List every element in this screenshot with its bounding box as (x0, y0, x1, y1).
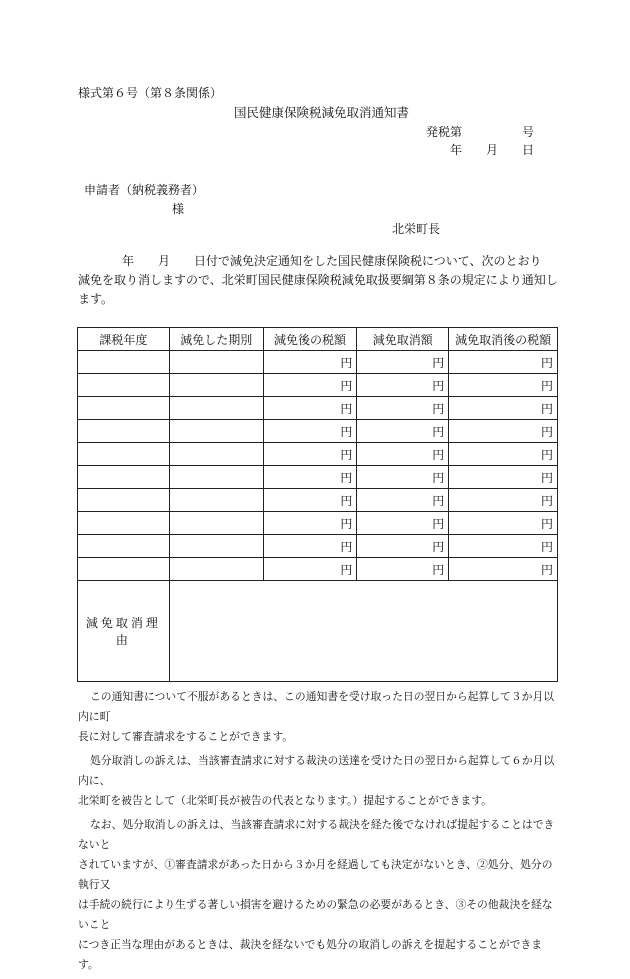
table-row (78, 351, 558, 374)
tax-after-cancel-cell[interactable]: 円 (449, 443, 558, 466)
tax-year-cell[interactable] (78, 443, 170, 466)
note-paragraph (78, 687, 558, 747)
cancel-amount-cell[interactable]: 円 (357, 351, 449, 374)
table-row (78, 374, 558, 397)
tax-after-cancel-cell[interactable]: 円 (449, 558, 558, 581)
reason-row (78, 581, 558, 682)
tax-after-reduction-cell[interactable]: 円 (263, 374, 357, 397)
tax-after-cancel-cell[interactable]: 円 (449, 420, 558, 443)
header-cancel-amount: 減免取消額 (357, 328, 449, 351)
cancel-amount-cell[interactable]: 円 (357, 535, 449, 558)
period-cell[interactable] (169, 351, 263, 374)
body-line: ます。 (78, 292, 114, 306)
period-cell[interactable] (169, 397, 263, 420)
table-row (78, 443, 558, 466)
issue-number-prefix: 発税第 (426, 125, 463, 139)
tax-after-cancel-cell[interactable]: 円 (449, 512, 558, 535)
period-cell[interactable] (169, 558, 263, 581)
reason-label: 減免取消理由 (78, 581, 170, 682)
tax-after-cancel-cell[interactable]: 円 (449, 351, 558, 374)
cancel-amount-cell[interactable]: 円 (357, 558, 449, 581)
period-cell[interactable] (169, 512, 263, 535)
issuer: 北栄町長 (392, 222, 441, 236)
cancel-amount-cell[interactable]: 円 (357, 374, 449, 397)
tax-year-cell[interactable] (78, 512, 170, 535)
note-line: なお、処分取消しの訴えは、当該審査請求に対する裁決を経た後でなければ提起することはできないと (78, 818, 555, 851)
note-line: 北栄町を被告として（北栄町長が被告の代表となります。）提起することができます。 (78, 794, 492, 807)
cancel-amount-cell[interactable]: 円 (357, 466, 449, 489)
form-number: 様式第６号（第８条関係） (78, 86, 223, 100)
body-line: 減免を取り消しますので、北栄町国民健康保険税減免取扱要綱第８条の規定により通知し (78, 273, 558, 287)
period-cell[interactable] (169, 489, 263, 512)
tax-after-reduction-cell[interactable]: 円 (263, 489, 357, 512)
cancel-amount-cell[interactable]: 円 (357, 420, 449, 443)
tax-year-cell[interactable] (78, 397, 170, 420)
tax-after-reduction-cell[interactable]: 円 (263, 420, 357, 443)
note-line: につき正当な理由があるときは、裁決を経ないでも処分の取消しの訴えを提起することができます。 (78, 938, 543, 971)
header-tax-after-reduction: 減免後の税額 (263, 328, 357, 351)
tax-after-cancel-cell[interactable]: 円 (449, 535, 558, 558)
header-period: 減免した期別 (169, 328, 263, 351)
tax-after-reduction-cell[interactable]: 円 (263, 535, 357, 558)
body-text (78, 252, 556, 309)
honorific: 様 (172, 202, 185, 216)
cancel-amount-cell[interactable]: 円 (357, 443, 449, 466)
tax-year-cell[interactable] (78, 420, 170, 443)
table-row (78, 489, 558, 512)
issue-number-suffix: 号 (521, 125, 534, 139)
period-cell[interactable] (169, 535, 263, 558)
tax-after-cancel-cell[interactable]: 円 (449, 374, 558, 397)
tax-after-cancel-cell[interactable]: 円 (449, 489, 558, 512)
note-line: この通知書について不服があるときは、この通知書を受け取った日の翌日から起算して３か月以内に町 (78, 690, 555, 723)
table-row (78, 397, 558, 420)
reason-field[interactable] (169, 581, 557, 682)
table-row (78, 535, 558, 558)
tax-year-cell[interactable] (78, 351, 170, 374)
note-paragraph (78, 751, 558, 811)
note-line: 長に対して審査請求をすることができます。 (78, 730, 294, 743)
cancel-amount-cell[interactable]: 円 (357, 512, 449, 535)
issue-number (426, 123, 534, 140)
cancel-amount-cell[interactable]: 円 (357, 489, 449, 512)
tax-after-reduction-cell[interactable]: 円 (263, 466, 357, 489)
tax-after-reduction-cell[interactable]: 円 (263, 397, 357, 420)
tax-year-cell[interactable] (78, 374, 170, 397)
tax-after-cancel-cell[interactable]: 円 (449, 466, 558, 489)
header-tax-year: 課税年度 (78, 328, 170, 351)
tax-after-reduction-cell[interactable]: 円 (263, 558, 357, 581)
note-line: されていますが、①審査請求があった日から３か月を経過しても決定がないとき、②処分、処分の執行又 (78, 858, 553, 891)
tax-table (77, 327, 558, 682)
tax-year-cell[interactable] (78, 558, 170, 581)
cancel-amount-cell[interactable]: 円 (357, 397, 449, 420)
document-title: 国民健康保険税減免取消通知書 (234, 105, 410, 120)
table-row (78, 420, 558, 443)
period-cell[interactable] (169, 420, 263, 443)
tax-year-cell[interactable] (78, 489, 170, 512)
tax-after-reduction-cell[interactable]: 円 (263, 443, 357, 466)
note-line: 処分取消しの訴えは、当該審査請求に対する裁決の送達を受けた日の翌日から起算して６か月以内に、 (78, 754, 555, 787)
note-paragraph (78, 815, 558, 975)
period-cell[interactable] (169, 466, 263, 489)
tax-after-reduction-cell[interactable]: 円 (263, 512, 357, 535)
period-cell[interactable] (169, 374, 263, 397)
table-header-row (78, 328, 558, 351)
tax-year-cell[interactable] (78, 466, 170, 489)
period-cell[interactable] (169, 443, 263, 466)
tax-after-reduction-cell[interactable]: 円 (263, 351, 357, 374)
tax-after-cancel-cell[interactable]: 円 (449, 397, 558, 420)
applicant-label: 申請者（納税義務者） (84, 183, 205, 197)
table-row (78, 558, 558, 581)
issue-date: 年 月 日 (450, 143, 535, 157)
table-row (78, 512, 558, 535)
body-line: 年 月 日付で減免決定通知をした国民健康保険税について、次のとおり (122, 254, 542, 268)
notes (78, 687, 558, 979)
tax-year-cell[interactable] (78, 535, 170, 558)
table-row (78, 466, 558, 489)
note-line: は手続の続行により生ずる著しい損害を避けるための緊急の必要があるとき、③その他裁決を経ないこと (78, 898, 553, 931)
header-tax-after-cancel: 減免取消後の税額 (449, 328, 558, 351)
